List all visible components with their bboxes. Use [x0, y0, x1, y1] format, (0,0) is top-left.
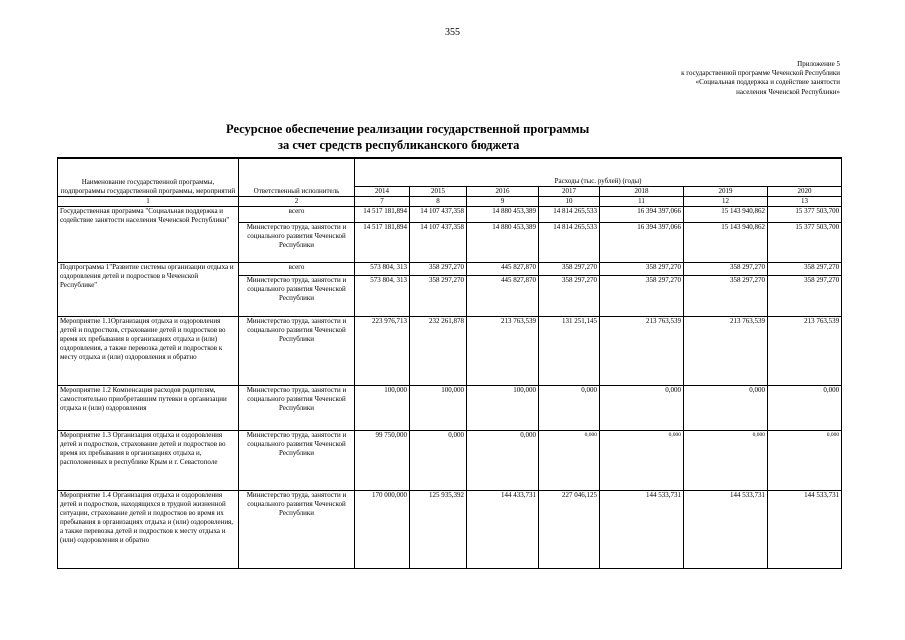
row-value: 14 814 265,533	[539, 206, 600, 222]
row-value: 14 814 265,533	[539, 222, 600, 262]
row-value: 358 297,270	[410, 275, 467, 316]
table-row	[58, 385, 842, 430]
row-value: 100,000	[355, 385, 410, 430]
row-name: Мероприятие 1.2 Компенсация расходов родителям, самостоятельно приобретавшим путевки в организации отдыха и (или) оздоровления	[58, 385, 239, 430]
title-line: за счет средств республиканского бюджета	[278, 138, 520, 152]
table-row	[58, 206, 842, 222]
header-year: 2016	[467, 186, 539, 196]
header-year: 2020	[768, 186, 842, 196]
row-value: 16 394 397,066	[600, 222, 684, 262]
row-value: 0,000	[684, 385, 768, 430]
row-value: 15 143 940,862	[684, 222, 768, 262]
appendix-line: к государственной программе Чеченской Республики	[681, 69, 840, 78]
row-value: 0,000	[539, 385, 600, 430]
column-number: 1	[58, 196, 239, 206]
title-line: Ресурсное обеспечение реализации государственной программы	[226, 122, 590, 136]
row-value: 213 763,539	[684, 316, 768, 385]
row-value: 14 107 437,358	[410, 222, 467, 262]
header-year: 2015	[410, 186, 467, 196]
row-value: 144 533,731	[768, 490, 842, 568]
row-value: 213 763,539	[768, 316, 842, 385]
header-year: 2014	[355, 186, 410, 196]
row-value: 213 763,539	[600, 316, 684, 385]
row-value: 99 750,000	[355, 430, 410, 490]
row-value: 170 000,000	[355, 490, 410, 568]
appendix-line: «Социальная поддержка и содействие занятости	[695, 78, 840, 87]
page-number: 355	[445, 27, 460, 38]
column-number: 11	[600, 196, 684, 206]
row-executor: Министерство труда, занятости и социального развития Чеченской Республики	[239, 430, 355, 490]
column-number: 13	[768, 196, 842, 206]
row-value: 14 107 437,358	[410, 206, 467, 222]
row-value: 100,000	[410, 385, 467, 430]
row-value: 358 297,270	[410, 262, 467, 275]
row-value: 445 827,870	[467, 275, 539, 316]
row-value: 14 880 453,389	[467, 206, 539, 222]
row-executor: Министерство труда, занятости и социального развития Чеченской Республики	[239, 490, 355, 568]
row-value: 144 533,731	[684, 490, 768, 568]
header-year: 2018	[600, 186, 684, 196]
table-row	[58, 430, 842, 490]
row-value: 358 297,270	[539, 275, 600, 316]
row-value: 445 827,870	[467, 262, 539, 275]
table-row	[58, 262, 842, 275]
row-value: 15 377 503,700	[768, 206, 842, 222]
row-value: 15 143 940,862	[684, 206, 768, 222]
row-value: 15 377 503,700	[768, 222, 842, 262]
column-number: 7	[355, 196, 410, 206]
header-name: Наименование государственной программы, подпрограммы государственной программы, мероприятий	[58, 158, 239, 196]
row-value: 0,000	[467, 430, 539, 490]
column-number: 9	[467, 196, 539, 206]
row-value: 16 394 397,066	[600, 206, 684, 222]
row-value: 144 433,731	[467, 490, 539, 568]
row-value: 0,000	[768, 385, 842, 430]
table-row	[58, 316, 842, 385]
row-value: 14 517 181,894	[355, 222, 410, 262]
row-executor: Министерство труда, занятости и социального развития Чеченской Республики	[239, 316, 355, 385]
column-number: 10	[539, 196, 600, 206]
row-value: 14 517 181,894	[355, 206, 410, 222]
row-executor: Министерство труда, занятости и социального развития Чеченской Республики	[239, 385, 355, 430]
row-value: 358 297,270	[539, 262, 600, 275]
column-number: 12	[684, 196, 768, 206]
row-value: 0,000	[539, 430, 600, 490]
row-value: 0,000	[600, 430, 684, 490]
row-value: 0,000	[600, 385, 684, 430]
document-title	[226, 121, 589, 153]
row-value: 358 297,270	[768, 262, 842, 275]
header-expenses: Расходы (тыс. рублей) (годы)	[355, 158, 842, 186]
row-value: 131 251,145	[539, 316, 600, 385]
row-value: 14 880 453,389	[467, 222, 539, 262]
column-number: 8	[410, 196, 467, 206]
row-executor: всего	[239, 262, 355, 275]
row-name: Мероприятие 1.3 Организация отдыха и оздоровления детей и подростков, страхование детей и подростков во время их пребывания в организациях отдыха и, расположенных в республике Крым и г. Севастополе	[58, 430, 239, 490]
appendix-note	[520, 60, 840, 97]
row-value: 0,000	[684, 430, 768, 490]
row-value: 358 297,270	[600, 262, 684, 275]
resource-table	[57, 157, 842, 569]
table-row	[58, 490, 842, 568]
column-number: 2	[239, 196, 355, 206]
row-name: Подпрограмма 1"Развитие системы организации отдыха и оздоровления детей и подростков в Чеченской Республике"	[58, 262, 239, 316]
row-executor: Министерство труда, занятости и социального развития Чеченской Республики	[239, 222, 355, 262]
row-value: 358 297,270	[684, 275, 768, 316]
header-executor: Ответственный исполнитель	[239, 158, 355, 196]
row-executor: Министерство труда, занятости и социального развития Чеченской Республики	[239, 275, 355, 316]
row-value: 573 804, 313	[355, 275, 410, 316]
header-year: 2019	[684, 186, 768, 196]
row-value: 573 804, 313	[355, 262, 410, 275]
row-value: 358 297,270	[684, 262, 768, 275]
row-name: Государственная программа "Социальная поддержка и содействие занятости населения Чеченской Республики"	[58, 206, 239, 262]
row-value: 223 976,713	[355, 316, 410, 385]
header-year: 2017	[539, 186, 600, 196]
row-value: 358 297,270	[600, 275, 684, 316]
row-value: 227 046,125	[539, 490, 600, 568]
row-name: Мероприятие 1.4 Организация отдыха и оздоровления детей и подростков, находящихся в трудной жизненной ситуации, страхование детей и подростков во время их пребывания в организациях отдыха и (или) оздоровления, а также перевозка детей и подростков к месту отдыха и (или) оздоровления и обратно	[58, 490, 239, 568]
row-value: 213 763,539	[467, 316, 539, 385]
row-value: 358 297,270	[768, 275, 842, 316]
row-value: 144 533,731	[600, 490, 684, 568]
appendix-line: Приложение 5	[797, 60, 840, 68]
row-value: 0,000	[410, 430, 467, 490]
row-executor: всего	[239, 206, 355, 222]
row-value: 232 261,878	[410, 316, 467, 385]
row-value: 125 935,392	[410, 490, 467, 568]
row-name: Мероприятие 1.1Организация отдыха и оздоровления детей и подростков, страхование детей и подростков во время их пребывания в организациях отдыха и (или) оздоровления, а также перевозка детей и подростков к месту отдыха и (или) оздоровления и обратно	[58, 316, 239, 385]
row-value: 100,000	[467, 385, 539, 430]
row-value: 0,000	[768, 430, 842, 490]
appendix-line: населения Чеченской Республики»	[736, 87, 840, 96]
